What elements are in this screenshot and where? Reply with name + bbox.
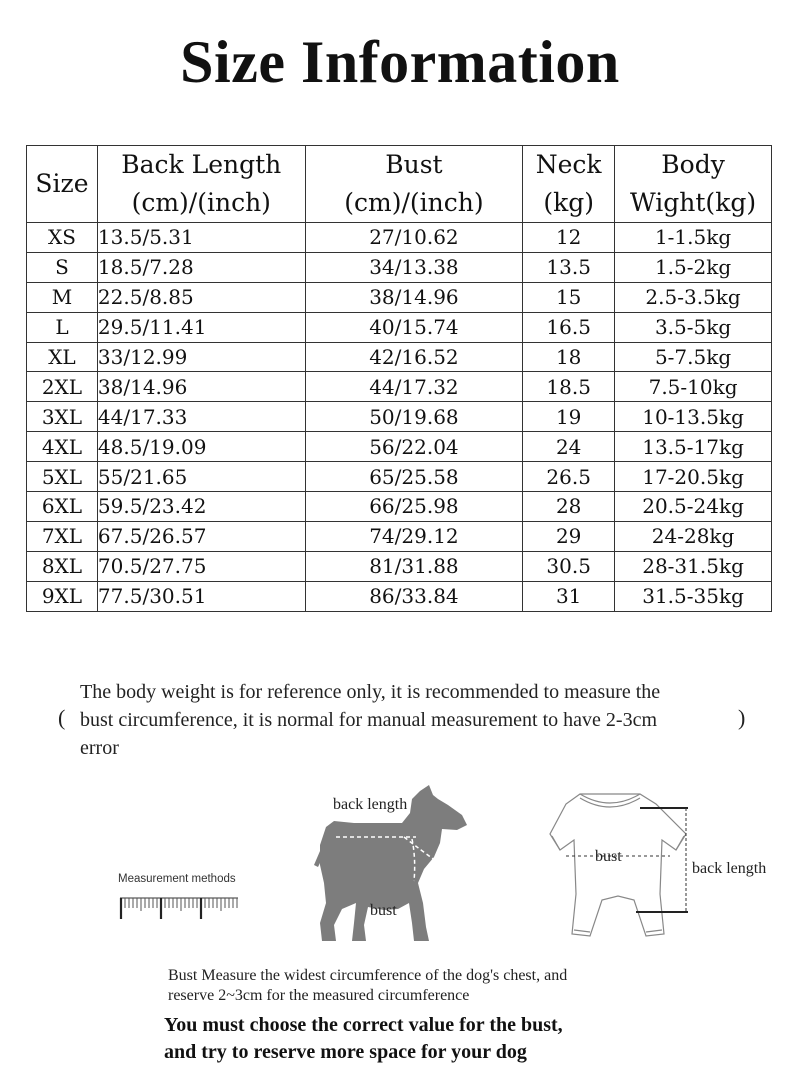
bust-warning [164, 1012, 784, 1066]
cell-neck: 30.5 [523, 551, 615, 581]
table-row [27, 432, 772, 462]
cell-bust: 66/25.98 [305, 492, 523, 522]
table-row [27, 252, 772, 282]
cell-weight: 10-13.5kg [615, 402, 772, 432]
cell-bust: 27/10.62 [305, 223, 523, 253]
cell-weight: 2.5-3.5kg [615, 282, 772, 312]
cell-neck: 16.5 [523, 312, 615, 342]
cell-bust: 38/14.96 [305, 282, 523, 312]
note-line-2: bust circumference, it is normal for manual measurement to have 2-3cm [80, 709, 658, 731]
cell-weight: 20.5-24kg [615, 492, 772, 522]
cell-weight: 28-31.5kg [615, 551, 772, 581]
bust-instruction [168, 966, 788, 1006]
header-body-weight: Body Wight(kg) [615, 146, 772, 223]
cell-back-length: 44/17.33 [97, 402, 305, 432]
header-size: Size [27, 146, 98, 223]
cell-bust: 86/33.84 [305, 581, 523, 611]
note-line-3: error [80, 737, 119, 759]
cell-back-length: 48.5/19.09 [97, 432, 305, 462]
cell-size: 5XL [27, 462, 98, 492]
dog-back-length-label: back length [333, 796, 408, 813]
cell-back-length: 67.5/26.57 [97, 521, 305, 551]
dog-bust-label: bust [370, 902, 397, 919]
cell-size: 4XL [27, 432, 98, 462]
cell-size: 6XL [27, 492, 98, 522]
cell-weight: 13.5-17kg [615, 432, 772, 462]
cell-neck: 12 [523, 223, 615, 253]
header-back-length: Back Length (cm)/(inch) [97, 146, 305, 223]
cell-bust: 34/13.38 [305, 252, 523, 282]
bust-warning-line-2: and try to reserve more space for your dog [164, 1041, 527, 1063]
cell-neck: 24 [523, 432, 615, 462]
cell-weight: 24-28kg [615, 521, 772, 551]
garment-bust-label: bust [595, 848, 622, 865]
cell-bust: 65/25.58 [305, 462, 523, 492]
cell-back-length: 38/14.96 [97, 372, 305, 402]
bust-warning-line-1: You must choose the correct value for the bust, [164, 1014, 563, 1036]
cell-size: S [27, 252, 98, 282]
close-paren: ) [738, 705, 746, 730]
cell-neck: 31 [523, 581, 615, 611]
cell-neck: 19 [523, 402, 615, 432]
cell-size: XL [27, 342, 98, 372]
cell-back-length: 29.5/11.41 [97, 312, 305, 342]
cell-neck: 26.5 [523, 462, 615, 492]
cell-bust: 40/15.74 [305, 312, 523, 342]
cell-weight: 3.5-5kg [615, 312, 772, 342]
bust-instruction-line-2: reserve 2~3cm for the measured circumference [168, 987, 470, 1004]
cell-back-length: 70.5/27.75 [97, 551, 305, 581]
note-line-1: The body weight is for reference only, it is recommended to measure the [80, 681, 661, 703]
ruler-icon [118, 895, 240, 921]
table-row [27, 372, 772, 402]
cell-neck: 29 [523, 521, 615, 551]
table-row [27, 223, 772, 253]
cell-weight: 7.5-10kg [615, 372, 772, 402]
cell-size: XS [27, 223, 98, 253]
table-row [27, 342, 772, 372]
table-row [27, 521, 772, 551]
table-row [27, 282, 772, 312]
cell-back-length: 59.5/23.42 [97, 492, 305, 522]
cell-size: 8XL [27, 551, 98, 581]
cell-size: 3XL [27, 402, 98, 432]
header-bust: Bust (cm)/(inch) [305, 146, 523, 223]
cell-weight: 1.5-2kg [615, 252, 772, 282]
cell-bust: 42/16.52 [305, 342, 523, 372]
cell-back-length: 22.5/8.85 [97, 282, 305, 312]
cell-back-length: 18.5/7.28 [97, 252, 305, 282]
table-row [27, 462, 772, 492]
cell-size: L [27, 312, 98, 342]
cell-back-length: 55/21.65 [97, 462, 305, 492]
cell-weight: 5-7.5kg [615, 342, 772, 372]
cell-bust: 56/22.04 [305, 432, 523, 462]
cell-weight: 1-1.5kg [615, 223, 772, 253]
cell-weight: 31.5-35kg [615, 581, 772, 611]
header-neck: Neck (kg) [523, 146, 615, 223]
table-header-row [27, 146, 772, 223]
cell-bust: 74/29.12 [305, 521, 523, 551]
table-row [27, 492, 772, 522]
table-row [27, 312, 772, 342]
cell-neck: 18.5 [523, 372, 615, 402]
cell-size: 7XL [27, 521, 98, 551]
garment-back-length-label: back length [692, 860, 767, 877]
table-row [27, 551, 772, 581]
bust-instruction-line-1: Bust Measure the widest circumference of the dog's chest, and [168, 967, 568, 984]
cell-back-length: 33/12.99 [97, 342, 305, 372]
garment-illustration [540, 784, 700, 949]
size-table [26, 145, 772, 612]
cell-neck: 15 [523, 282, 615, 312]
cell-weight: 17-20.5kg [615, 462, 772, 492]
table-row [27, 581, 772, 611]
cell-size: M [27, 282, 98, 312]
cell-size: 9XL [27, 581, 98, 611]
table-row [27, 402, 772, 432]
cell-neck: 18 [523, 342, 615, 372]
cell-neck: 13.5 [523, 252, 615, 282]
cell-bust: 50/19.68 [305, 402, 523, 432]
cell-size: 2XL [27, 372, 98, 402]
cell-neck: 28 [523, 492, 615, 522]
measurement-methods-label: Measurement methods [118, 873, 236, 885]
cell-back-length: 77.5/30.51 [97, 581, 305, 611]
cell-bust: 81/31.88 [305, 551, 523, 581]
page-title: Size Information [180, 29, 620, 95]
open-paren: ( [58, 705, 66, 730]
cell-bust: 44/17.32 [305, 372, 523, 402]
cell-back-length: 13.5/5.31 [97, 223, 305, 253]
